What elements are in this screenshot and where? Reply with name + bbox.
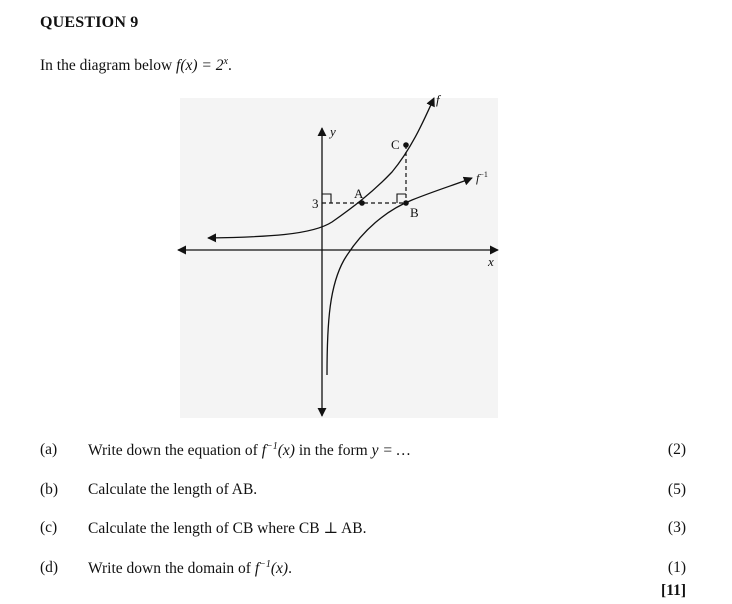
question-d-letter: (d) xyxy=(40,559,59,576)
question-b-letter: (b) xyxy=(40,481,59,498)
label-f-inverse-sup: −1 xyxy=(479,170,488,179)
intro-formula: $f(x) = 2^x$ xyxy=(176,56,228,75)
question-b-marks: (5) xyxy=(667,481,686,498)
label-x: x xyxy=(488,254,494,269)
graph-diagram xyxy=(172,90,508,420)
question-c-marks: (3) xyxy=(667,519,686,536)
question-heading: QUESTION 9 xyxy=(40,14,139,31)
diagram-background xyxy=(180,98,498,418)
label-f: f xyxy=(436,92,440,107)
question-b xyxy=(40,481,690,503)
intro-text: In the diagram below $f(x) = 2^x$. xyxy=(40,56,232,75)
question-b-text: Calculate the length of AB. xyxy=(88,481,258,498)
point-B xyxy=(403,200,409,206)
question-a-marks: (2) xyxy=(667,441,686,458)
point-A xyxy=(359,200,365,206)
question-a xyxy=(40,441,690,463)
question-a-letter: (a) xyxy=(40,441,58,458)
question-d xyxy=(40,559,690,581)
question-c xyxy=(40,519,690,541)
intro-lead: In the diagram below xyxy=(40,57,173,75)
question-c-letter: (c) xyxy=(40,519,58,536)
label-C: C xyxy=(391,137,400,152)
label-y: y xyxy=(330,124,336,139)
point-C xyxy=(403,142,409,148)
question-d-marks: (1) xyxy=(667,559,686,576)
total-marks: [11] xyxy=(661,582,686,599)
question-c-text: Calculate the length of CB where CB ⊥ AB. xyxy=(88,520,367,537)
question-a-text: Write down the equation of $f^{-1}(x)$ in the form y = … xyxy=(88,441,411,460)
label-f-inverse-base: f xyxy=(476,171,480,185)
question-d-text: Write down the domain of $f^{-1}(x)$. xyxy=(88,559,292,578)
label-B: B xyxy=(410,205,419,220)
label-A: A xyxy=(354,186,364,201)
label-3: 3 xyxy=(312,196,319,211)
